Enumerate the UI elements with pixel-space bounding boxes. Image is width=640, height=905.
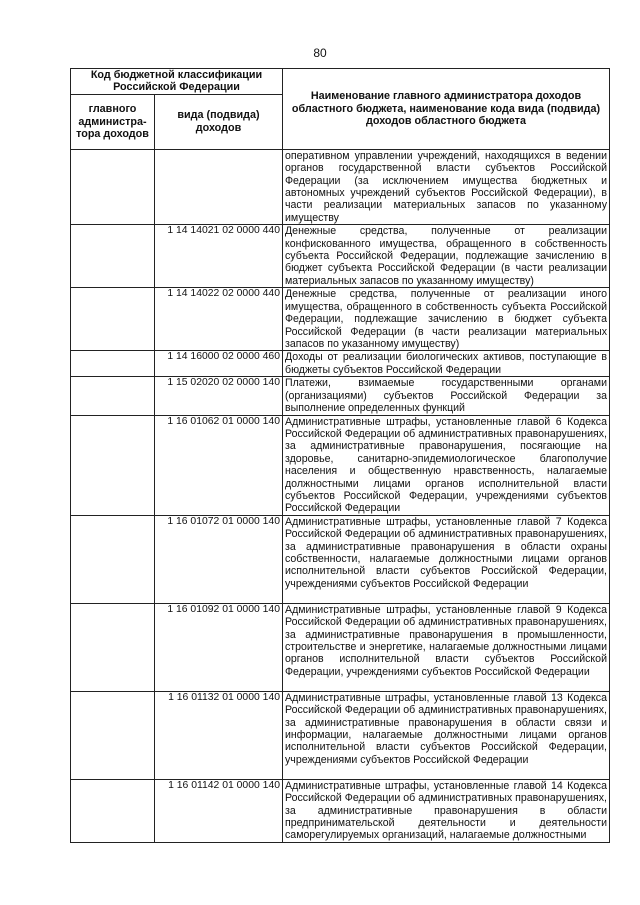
income-code-cell: 1 16 01142 01 0000 140 [155,779,283,842]
admin-code-cell [71,377,155,415]
income-code-cell [155,149,283,224]
income-code-cell: 1 14 14021 02 0000 440 [155,225,283,288]
header-row-top [71,69,610,95]
table-row [71,288,610,351]
table-row [71,149,610,224]
income-name-cell: Административные штрафы, установленные главой 13 Кодекса Российской Федерации об административных правонарушениях, за административные правонарушения в области связи и информации, налагаемые должностными лицами органов исполнительной власти субъектов Российской Федерации, учреждениями субъектов Российской Федерации [283,691,610,779]
budget-classification-table [70,68,610,843]
income-code-cell: 1 16 01072 01 0000 140 [155,515,283,603]
header-classification-code: Код бюджетной классификации Российской Федерации [71,69,283,95]
income-name-cell: Доходы от реализации биологических активов, поступающие в бюджеты субъектов Российской Федерации [283,351,610,377]
admin-code-cell [71,603,155,691]
admin-code-cell [71,691,155,779]
table-row [71,415,610,515]
income-code-cell: 1 14 14022 02 0000 440 [155,288,283,351]
table-row [71,515,610,603]
income-name-cell: Денежные средства, полученные от реализации иного имущества, обращенного в собственность субъекта Российской Федерации, подлежащие зачислению в бюджет субъекта Российской Федерации (в части реализации материальных запасов по указанному имуществу) [283,288,610,351]
table-row [71,691,610,779]
table-row [71,351,610,377]
table-row [71,225,610,288]
admin-code-cell [71,779,155,842]
income-name-cell: Административные штрафы, установленные главой 14 Кодекса Российской Федерации об административных правонарушениях, за административные правонарушения в области предпринимательской деятельности и деятельности саморегулируемых организаций, налагаемые должностными [283,779,610,842]
header-admin-name: Наименование главного администратора доходов областного бюджета, наименование кода вида (подвида) доходов областного бюджета [283,69,610,150]
income-name-cell: Административные штрафы, установленные главой 9 Кодекса Российской Федерации об административных правонарушениях, за административные правонарушения в промышленности, строительстве и энергетике, налагаемые должностными лицами органов исполнительной власти субъектов Российской Федерации, учреждениями субъектов Российской Федерации [283,603,610,691]
income-name-cell: Административные штрафы, установленные главой 6 Кодекса Российской Федерации об административных правонарушениях, за административные правонарушения, посягающие на здоровье, санитарно-эпидемиологическое благополучие населения и общественную нравственность, налагаемые должностными лицами органов исполнительной власти субъектов Российской Федерации, учреждениями субъектов Российской Федерации [283,415,610,515]
admin-code-cell [71,225,155,288]
income-code-cell: 1 14 16000 02 0000 460 [155,351,283,377]
income-name-cell: Денежные средства, полученные от реализации конфискованного имущества, обращенного в собственность субъекта Российской Федерации, подлежащие зачислению в бюджет субъекта Российской Федерации (в части реализации материальных запасов по указанному имуществу) [283,225,610,288]
admin-code-cell [71,515,155,603]
admin-code-cell [71,351,155,377]
table-row [71,779,610,842]
admin-code-cell [71,149,155,224]
admin-code-cell [71,288,155,351]
admin-code-cell [71,415,155,515]
header-income-type: вида (подвида) доходов [155,94,283,149]
income-code-cell: 1 15 02020 02 0000 140 [155,377,283,415]
header-main-admin: главного администра-тора доходов [71,94,155,149]
page-number: 80 [313,46,327,60]
table-row [71,377,610,415]
income-code-cell: 1 16 01092 01 0000 140 [155,603,283,691]
income-code-cell: 1 16 01062 01 0000 140 [155,415,283,515]
income-name-cell: Административные штрафы, установленные главой 7 Кодекса Российской Федерации об административных правонарушениях, за административные правонарушения в области охраны собственности, налагаемые должностными лицами органов исполнительной власти субъектов Российской Федерации, учреждениями субъектов Российской Федерации [283,515,610,603]
income-name-cell: Платежи, взимаемые государственными органами (организациями) субъектов Российской Федерации за выполнение определенных функций [283,377,610,415]
income-name-cell: оперативном управлении учреждений, находящихся в ведении органов государственной власти субъектов Российской Федерации (за исключением имущества бюджетных и автономных учреждений субъектов Российской Федерации), в части реализации материальных запасов по указанному имуществу [283,149,610,224]
table-row [71,603,610,691]
income-code-cell: 1 16 01132 01 0000 140 [155,691,283,779]
